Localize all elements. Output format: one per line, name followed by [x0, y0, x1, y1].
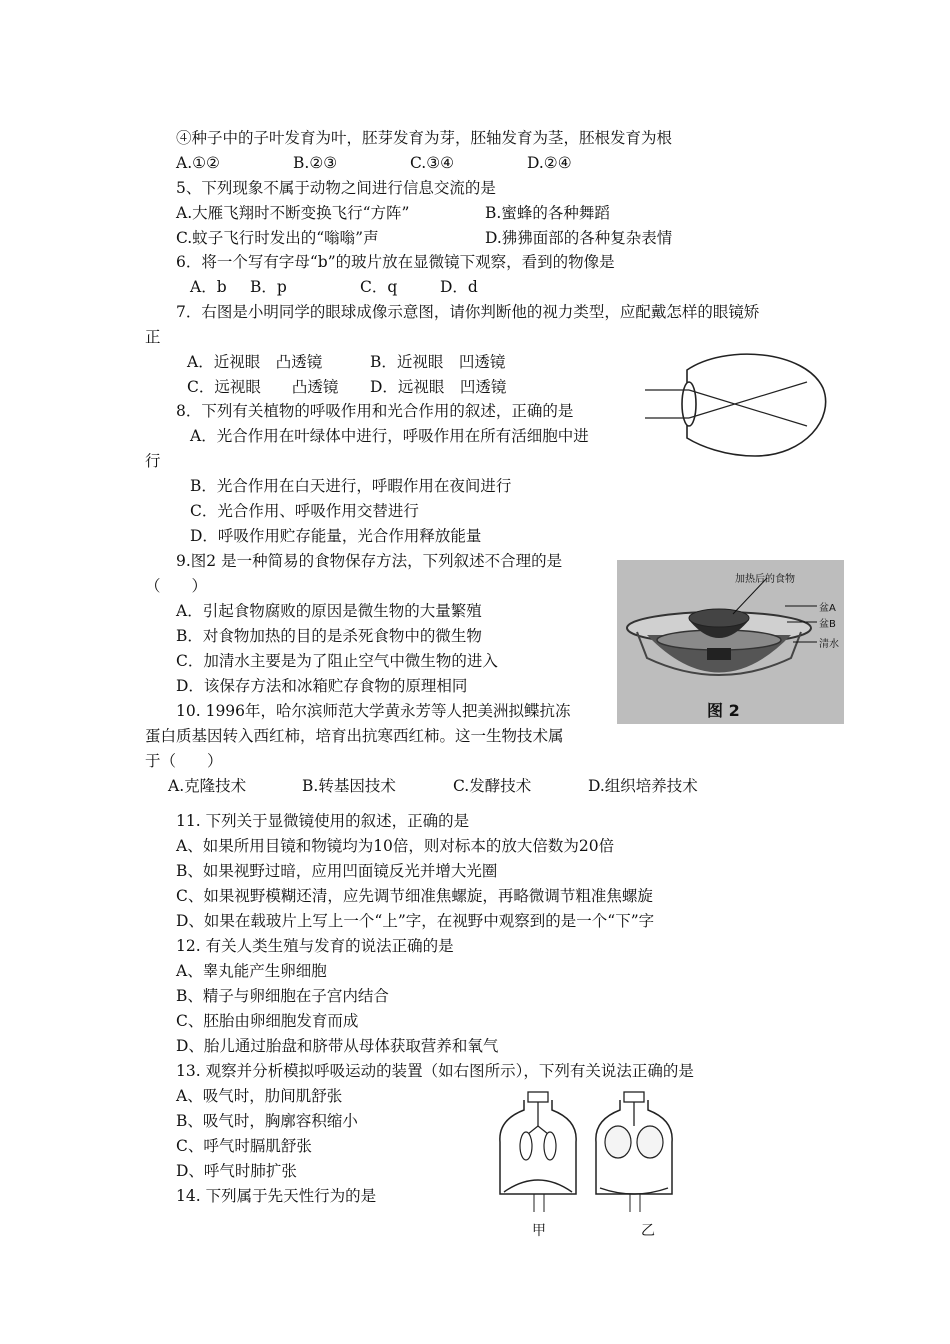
bowl-stand	[707, 648, 731, 660]
q4-option-b: B.②③	[293, 154, 338, 172]
q13-option-a: A、吸气时，肋间肌舒张	[176, 1087, 343, 1105]
q11-option-b: B、如果视野过暗，应用凹面镜反光并增大光圈	[176, 862, 498, 880]
lung-right-jia	[544, 1132, 556, 1160]
q10-option-d: D.组织培养技术	[588, 777, 698, 795]
q11-option-a: A、如果所用目镜和物镜均为10倍，则对标本的放大倍数为20倍	[176, 837, 615, 855]
q7-option-a: A．近视眼 凸透镜	[187, 353, 323, 371]
eyeball-diagram	[645, 348, 835, 460]
q13-option-c: C、呼气时膈肌舒张	[176, 1137, 312, 1155]
diaphragm-jia	[504, 1180, 572, 1192]
q12-option-d: D、胎儿通过胎盘和脐带从母体获取营养和氧气	[176, 1037, 499, 1055]
label-water: 清水	[819, 639, 839, 650]
q11-stem: 11. 下列关于显微镜使用的叙述，正确的是	[176, 812, 470, 830]
eye-lens	[682, 382, 696, 426]
q10-option-c: C.发酵技术	[453, 777, 532, 795]
heated-food	[689, 609, 749, 627]
eyeball-outline	[687, 354, 826, 456]
q7-option-b: B．近视眼 凹透镜	[370, 353, 506, 371]
q11-option-d: D、如果在载玻片上写上一个“上”字，在视野中观察到的是一个“下”字	[176, 912, 655, 930]
q6-stem: 6．将一个写有字母“b”的玻片放在显微镜下观察，看到的物像是	[176, 253, 615, 271]
q9-option-d: D．该保存方法和冰箱贮存食物的原理相同	[176, 677, 468, 695]
q7-option-d: D．远视眼 凹透镜	[370, 378, 507, 396]
figure-2-food-preservation	[617, 560, 844, 724]
light-ray-top-refracted	[689, 390, 807, 426]
q9-option-c: C．加清水主要是为了阻止空气中微生物的进入	[176, 652, 498, 670]
light-ray-bottom-refracted	[689, 382, 807, 418]
figure-2-caption: 图 2	[707, 701, 740, 720]
q10-option-a: A.克隆技术	[168, 777, 247, 795]
q14-stem: 14. 下列属于先天性行为的是	[176, 1187, 377, 1205]
diaphragm-yi	[600, 1188, 668, 1194]
q13-stem: 13. 观察并分析模拟呼吸运动的装置（如右图所示），下列有关说法正确的是	[176, 1062, 694, 1080]
text-line-seed: ④种子中的子叶发育为叶，胚芽发育为芽，胚轴发育为茎，胚根发育为根	[176, 129, 673, 147]
q8-option-a-line1: A．光合作用在叶绿体中进行，呼吸作用在所有活细胞中进	[190, 427, 589, 445]
q6-option-b: B．p	[250, 278, 287, 296]
breathing-model-diagram	[494, 1082, 694, 1222]
q7-option-c: C．远视眼 凸透镜	[187, 378, 339, 396]
q6-option-d: D．d	[440, 278, 478, 296]
q5-option-b: B.蜜蜂的各种舞蹈	[485, 204, 610, 222]
q6-option-a: A．b	[190, 278, 227, 296]
q9-option-a: A．引起食物腐败的原因是微生物的大量繁殖	[176, 602, 482, 620]
q9-stem-line1: 9.图2 是一种简易的食物保存方法，下列叙述不合理的是	[176, 552, 563, 570]
q10-stem-line3: 于（ ）	[145, 752, 223, 770]
q8-stem: 8．下列有关植物的呼吸作用和光合作用的叙述，正确的是	[176, 402, 574, 420]
q4-option-a: A.①②	[176, 154, 220, 172]
q8-option-b: B．光合作用在白天进行，呼暇作用在夜间进行	[190, 477, 512, 495]
q9-stem-line2: （ ）	[145, 577, 208, 595]
q10-stem-line2: 蛋白质基因转入西红柿，培育出抗寒西红柿。这一生物技术属	[145, 727, 564, 745]
q12-option-a: A、睾丸能产生卵细胞	[176, 962, 327, 980]
q8-option-d: D．呼吸作用贮存能量，光合作用释放能量	[190, 527, 482, 545]
q12-stem: 12. 有关人类生殖与发育的说法正确的是	[176, 937, 454, 955]
q5-stem: 5、下列现象不属于动物之间进行信息交流的是	[176, 179, 496, 197]
q8-option-c: C．光合作用、呼吸作用交替进行	[190, 502, 419, 520]
q12-option-b: B、精子与卵细胞在子宫内结合	[176, 987, 389, 1005]
q7-stem-line2: 正	[145, 328, 161, 346]
q9-option-b: B．对食物加热的目的是杀死食物中的微生物	[176, 627, 482, 645]
q10-option-b: B.转基因技术	[302, 777, 396, 795]
lung-left-yi	[605, 1126, 631, 1158]
q13-option-d: D、呼气时肺扩张	[176, 1162, 297, 1180]
label-heated-food: 加热后的食物	[735, 574, 795, 585]
label-jia: 甲	[532, 1223, 546, 1239]
bell-jar-jia	[500, 1092, 576, 1212]
q11-option-c: C、如果视野模糊还清，应先调节细准焦螺旋，再略微调节粗准焦螺旋	[176, 887, 653, 905]
label-basin-a: 盆A	[819, 603, 836, 614]
q8-option-a-line2: 行	[145, 452, 161, 470]
lung-left-jia	[520, 1132, 532, 1160]
q12-option-c: C、胚胎由卵细胞发育而成	[176, 1012, 359, 1030]
q5-option-c: C.蚊子飞行时发出的“嗡嗡”声	[176, 229, 379, 247]
lung-right-yi	[637, 1126, 663, 1158]
q5-option-a: A.大雁飞翔时不断变换飞行“方阵”	[176, 204, 410, 222]
q7-stem-line1: 7．右图是小明同学的眼球成像示意图，请你判断他的视力类型，应配戴怎样的眼镜矫	[176, 303, 760, 321]
label-basin-b: 盆B	[819, 619, 836, 630]
q4-option-d: D.②④	[527, 154, 572, 172]
q5-option-d: D.狒狒面部的各种复杂表情	[485, 229, 673, 247]
bell-jar-yi	[596, 1092, 672, 1212]
q6-option-c: C．q	[360, 278, 398, 296]
q10-stem-line1: 10. 1996年，哈尔滨师范大学黄永芳等人把美洲拟鲽抗冻	[176, 702, 571, 720]
q4-option-c: C.③④	[410, 154, 455, 172]
label-yi: 乙	[641, 1223, 655, 1239]
q13-option-b: B、吸气时，胸廓容积缩小	[176, 1112, 358, 1130]
